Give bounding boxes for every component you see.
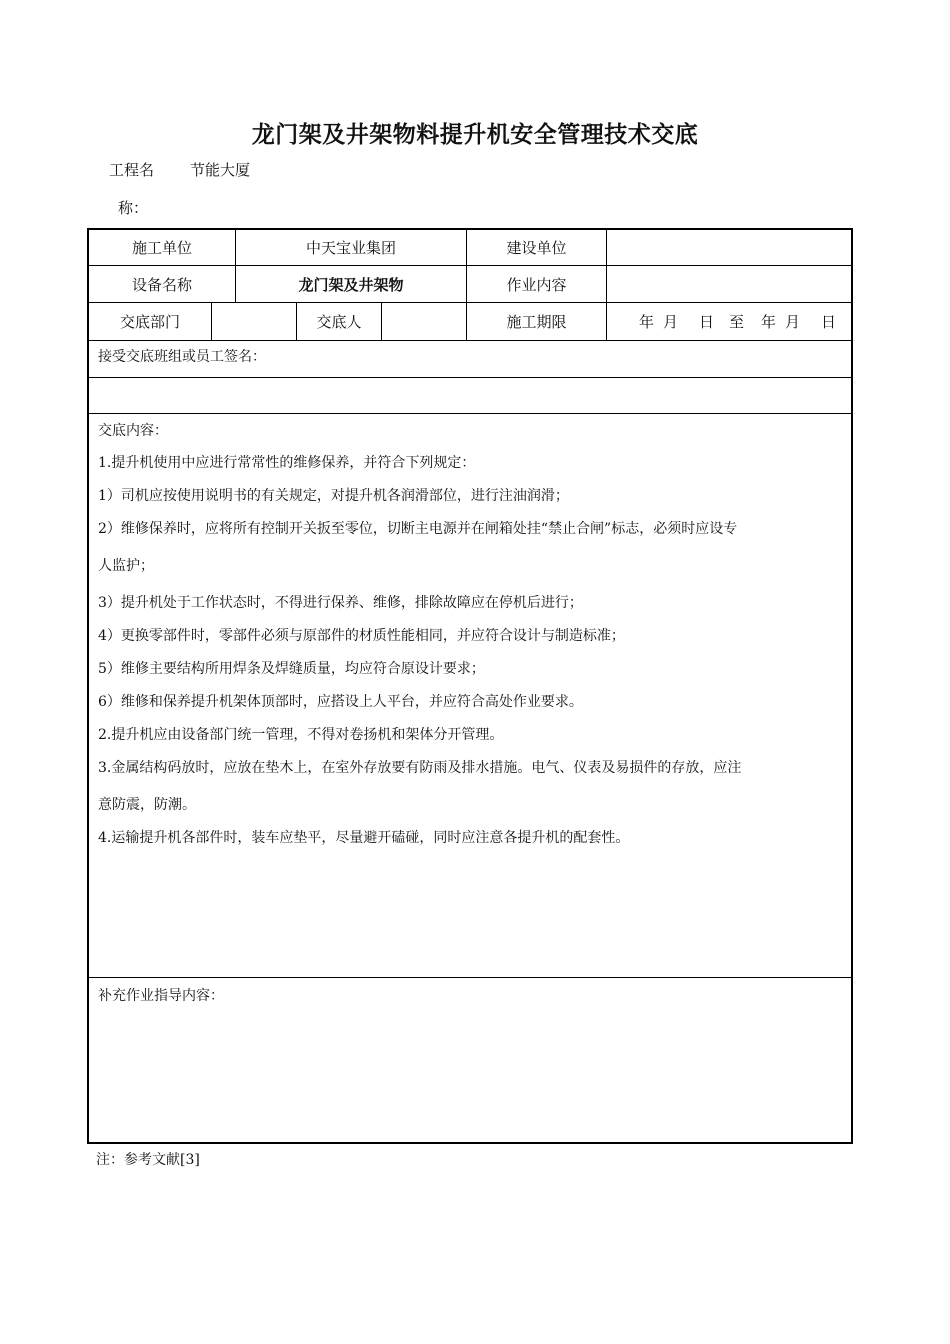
- reference-note: 注：参考文献[3]: [96, 1152, 200, 1168]
- discloser-label: 交底人: [316, 313, 362, 331]
- content-line: 4）更换零部件时，零部件必须与原部件的材质性能相同，并应符合设计与制造标准；: [98, 628, 625, 644]
- row-divider: [89, 340, 851, 341]
- content-line: 1）司机应按使用说明书的有关规定，对提升机各润滑部位，进行注油润滑；: [98, 488, 569, 504]
- year-marker: 年: [639, 313, 655, 331]
- project-name-value: 节能大厦: [190, 161, 251, 179]
- content-line: 2.提升机应由设备部门统一管理，不得对卷扬机和架体分开管理。: [98, 727, 504, 743]
- supplement-label: 补充作业指导内容：: [98, 988, 224, 1004]
- construction-period-label: 施工期限: [506, 313, 567, 331]
- month-marker: 月: [785, 313, 801, 331]
- disclosure-department-value: [212, 303, 296, 340]
- content-line: 3）提升机处于工作状态时，不得进行保养、维修，排除故障应在停机后进行；: [98, 595, 583, 611]
- signature-area: [89, 378, 851, 413]
- content-line: 1.提升机使用中应进行常常性的维修保养，并符合下列规定：: [98, 455, 476, 471]
- project-name-label: 工程名: [109, 161, 155, 179]
- document-title: 龙门架及井架物料提升机安全管理技术交底: [251, 122, 699, 148]
- discloser-value: [382, 303, 466, 340]
- content-line: 4.运输提升机各部件时，装车应垫平，尽量避开磕碰，同时应注意各提升机的配套性。: [98, 830, 630, 846]
- content-line: 6）维修和保养提升机架体顶部时，应搭设上人平台，并应符合高处作业要求。: [98, 694, 583, 710]
- content-line: 5）维修主要结构所用焊条及焊缝质量，均应符合原设计要求；: [98, 661, 485, 677]
- equipment-name-value: 龙门架及井架物: [298, 275, 404, 294]
- construction-unit-value: 中天宝业集团: [305, 239, 396, 257]
- row-divider: [89, 413, 851, 414]
- content-label: 交底内容：: [98, 423, 168, 439]
- to-marker: 至: [729, 313, 745, 331]
- content-line: 2）维修保养时，应将所有控制开关扳至零位，切断主电源并在闸箱处挂“禁止合闸”标志，必须时应设专: [98, 521, 738, 537]
- day-marker: 日: [821, 313, 837, 331]
- build-unit-label: 建设单位: [506, 239, 567, 257]
- equipment-name-label: 设备名称: [131, 275, 192, 294]
- project-name-label-continued: 称：: [118, 199, 149, 217]
- build-unit-value: [607, 230, 851, 265]
- content-body: [98, 452, 846, 860]
- disclosure-department-label: 交底部门: [119, 313, 180, 331]
- signature-label: 接受交底班组或员工签名：: [98, 349, 266, 365]
- year-marker: 年: [761, 313, 777, 331]
- day-marker: 日: [699, 313, 715, 331]
- row-divider: [89, 977, 851, 978]
- content-line: 3.金属结构码放时，应放在垫木上，在室外存放要有防雨及排水措施。电气、仪表及易损件的存放，应注: [98, 760, 742, 776]
- construction-period-value: [607, 303, 851, 340]
- work-content-label: 作业内容: [506, 275, 567, 294]
- month-marker: 月: [663, 313, 679, 331]
- construction-unit-label: 施工单位: [131, 239, 192, 257]
- content-line: 意防震，防潮。: [98, 797, 196, 813]
- work-content-value: [607, 266, 851, 302]
- content-line: 人监护；: [98, 558, 154, 574]
- disclosure-table: [87, 228, 853, 1144]
